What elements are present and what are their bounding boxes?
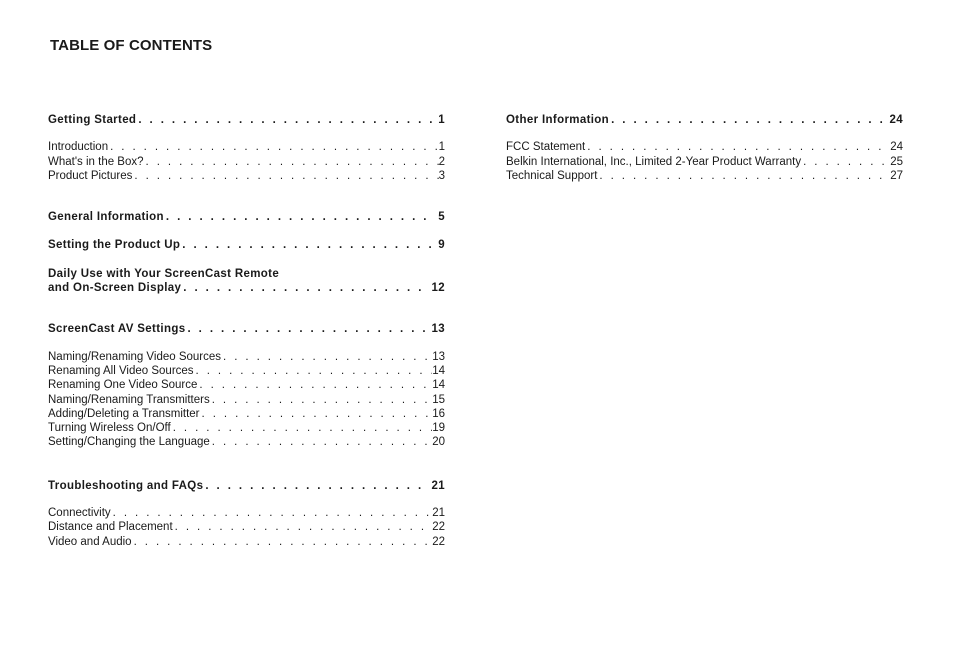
dot-leader bbox=[210, 435, 432, 449]
toc-entry-general-information[interactable] bbox=[48, 210, 445, 224]
entry-label: Connectivity bbox=[48, 507, 111, 520]
dot-leader bbox=[111, 506, 433, 520]
entry-page: 1 bbox=[438, 141, 445, 154]
entry-label: FCC Statement bbox=[506, 141, 586, 154]
entry-page: 24 bbox=[889, 114, 903, 126]
dot-leader bbox=[197, 378, 432, 392]
entry-page: 13 bbox=[431, 323, 445, 336]
dot-leader bbox=[173, 520, 433, 534]
entry-label: Introduction bbox=[48, 141, 109, 154]
page-title: TABLE OF CONTENTS bbox=[50, 37, 213, 54]
toc-entry-av-settings[interactable] bbox=[48, 322, 445, 336]
entry-page: 22 bbox=[432, 535, 445, 548]
entry-page: 14 bbox=[432, 364, 445, 377]
toc-entry-naming-video-sources[interactable] bbox=[48, 350, 445, 364]
entry-label: Other Information bbox=[506, 114, 610, 126]
dot-leader bbox=[144, 155, 439, 169]
toc-entry-warranty[interactable] bbox=[506, 155, 903, 169]
entry-page: 20 bbox=[432, 436, 445, 449]
toc-entry-renaming-all-video-sources[interactable] bbox=[48, 364, 445, 378]
entry-label: Setting/Changing the Language bbox=[48, 436, 210, 449]
toc-entry-renaming-one-video-source[interactable] bbox=[48, 378, 445, 392]
toc-right-column bbox=[506, 113, 903, 183]
entry-page: 27 bbox=[890, 169, 903, 182]
toc-left-column bbox=[48, 113, 445, 549]
toc-entry-turning-wireless[interactable] bbox=[48, 421, 445, 435]
dot-leader bbox=[194, 364, 433, 378]
entry-page: 16 bbox=[432, 407, 445, 420]
entry-page: 5 bbox=[438, 211, 445, 224]
entry-label: Renaming All Video Sources bbox=[48, 364, 194, 377]
entry-label: Distance and Placement bbox=[48, 521, 173, 534]
toc-entry-video-audio[interactable] bbox=[48, 535, 445, 549]
dot-leader bbox=[132, 169, 438, 183]
entry-page: 15 bbox=[432, 393, 445, 406]
dot-leader bbox=[200, 407, 433, 421]
entry-label: Getting Started bbox=[48, 114, 137, 126]
dot-leader bbox=[609, 113, 883, 127]
entry-page: 24 bbox=[890, 141, 903, 154]
entry-label: Product Pictures bbox=[48, 169, 133, 182]
toc-entry-setting-product-up[interactable] bbox=[48, 238, 445, 252]
dot-leader bbox=[221, 350, 432, 364]
entry-label: Belkin International, Inc., Limited 2-Year Product Warranty bbox=[506, 155, 802, 168]
entry-label: Troubleshooting and FAQs bbox=[48, 479, 204, 492]
entry-page: 21 bbox=[431, 479, 445, 492]
dot-leader bbox=[108, 140, 438, 154]
dot-leader bbox=[801, 155, 890, 169]
entry-page: 2 bbox=[438, 155, 445, 168]
entry-page: 12 bbox=[431, 282, 445, 295]
dot-leader bbox=[185, 322, 425, 336]
toc-entry-other-information[interactable] bbox=[506, 113, 903, 127]
entry-page: 21 bbox=[432, 507, 445, 520]
entry-page: 13 bbox=[432, 350, 445, 363]
entry-label: ScreenCast AV Settings bbox=[48, 323, 186, 336]
dot-leader bbox=[180, 238, 432, 252]
dot-leader bbox=[136, 113, 432, 127]
entry-page: 14 bbox=[432, 379, 445, 392]
toc-entry-product-pictures[interactable] bbox=[48, 169, 445, 183]
toc-entry-technical-support[interactable] bbox=[506, 169, 903, 183]
toc-entry-fcc-statement[interactable] bbox=[506, 140, 903, 154]
toc-entry-setting-language[interactable] bbox=[48, 435, 445, 449]
entry-label: Video and Audio bbox=[48, 535, 132, 548]
dot-leader bbox=[132, 535, 433, 549]
entry-page: 1 bbox=[438, 114, 445, 126]
entry-page: 22 bbox=[432, 521, 445, 534]
entry-label: General Information bbox=[48, 211, 164, 224]
toc-entry-distance-placement[interactable] bbox=[48, 520, 445, 534]
entry-label: Renaming One Video Source bbox=[48, 379, 198, 392]
toc-entry-introduction[interactable] bbox=[48, 140, 445, 154]
dot-leader bbox=[171, 421, 432, 435]
entry-label: Naming/Renaming Transmitters bbox=[48, 393, 210, 406]
entry-label: Naming/Renaming Video Sources bbox=[48, 350, 222, 363]
toc-entry-naming-transmitters[interactable] bbox=[48, 393, 445, 407]
entry-page: 25 bbox=[890, 155, 903, 168]
toc-entry-whats-in-the-box[interactable] bbox=[48, 155, 445, 169]
dot-leader bbox=[181, 281, 425, 295]
entry-label: Turning Wireless On/Off bbox=[48, 422, 171, 435]
entry-label: Setting the Product Up bbox=[48, 239, 181, 252]
toc-entry-getting-started[interactable] bbox=[48, 113, 445, 127]
toc-entry-daily-use[interactable] bbox=[48, 267, 445, 296]
dot-leader bbox=[203, 479, 425, 493]
entry-label: What's in the Box? bbox=[48, 155, 144, 168]
toc-entry-troubleshooting[interactable] bbox=[48, 479, 445, 493]
entry-label-line2: and On-Screen Display bbox=[48, 282, 182, 295]
entry-page: 9 bbox=[438, 239, 445, 252]
toc-entry-connectivity[interactable] bbox=[48, 506, 445, 520]
toc-entry-adding-deleting-transmitter[interactable] bbox=[48, 407, 445, 421]
dot-leader bbox=[210, 393, 433, 407]
entry-page: 3 bbox=[438, 169, 445, 182]
entry-label: Technical Support bbox=[506, 169, 598, 182]
entry-page: 19 bbox=[432, 422, 445, 435]
dot-leader bbox=[585, 140, 890, 154]
entry-label: Adding/Deleting a Transmitter bbox=[48, 407, 200, 420]
dot-leader bbox=[597, 169, 890, 183]
entry-label-line1: Daily Use with Your ScreenCast Remote bbox=[48, 267, 280, 280]
dot-leader bbox=[164, 210, 432, 224]
